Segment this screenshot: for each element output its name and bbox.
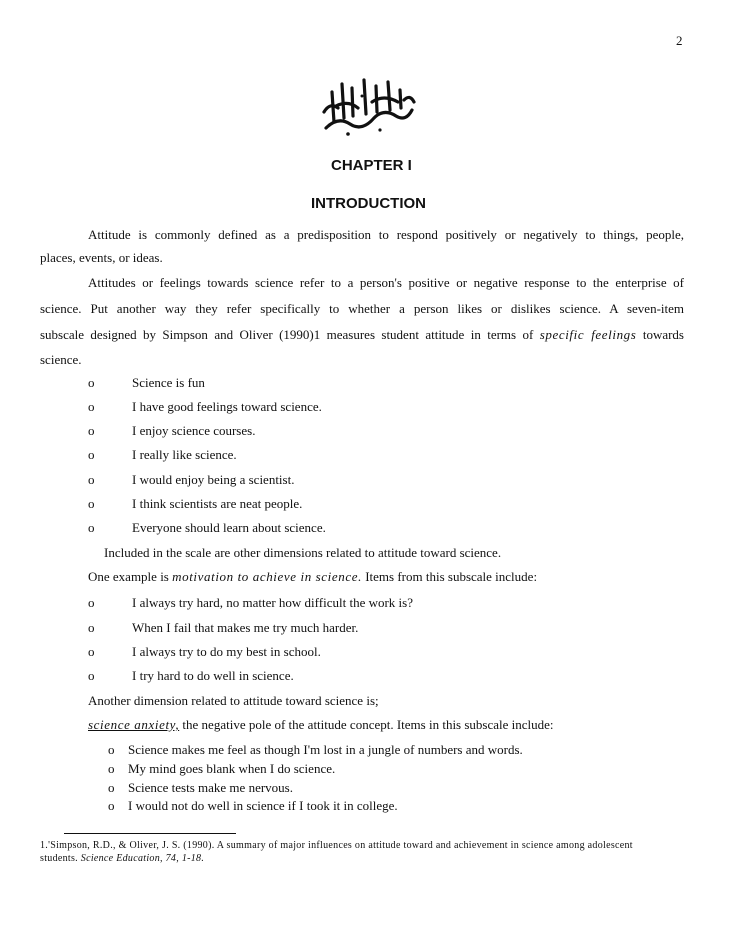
- list-bullet: o: [88, 520, 95, 535]
- motivation-intro: [88, 569, 537, 585]
- list-item: Science makes me feel as though I'm lost in a jungle of numbers and words.: [128, 742, 523, 757]
- anxiety-intro: [88, 717, 554, 733]
- para2-line2: science. Put another way they refer specifically to whether a person likes or dislikes science. A seven-item: [40, 301, 684, 316]
- list-item: My mind goes blank when I do science.: [128, 761, 336, 776]
- chapter-title: CHAPTER I: [331, 157, 412, 174]
- list-bullet: o: [88, 375, 95, 390]
- footnote-text: 1.'Simpson, R.D., & Oliver, J. S. (1990). A summary of major influences on attitude toward and achievement in science among adolescent students.: [40, 840, 633, 864]
- para1-line2: places, events, or ideas.: [40, 250, 163, 265]
- motivation-em: motivation to achieve in science.: [172, 569, 362, 584]
- para2-line3-post: towards: [636, 327, 684, 342]
- list-bullet: o: [88, 644, 95, 659]
- list-item: I really like science.: [132, 447, 237, 462]
- included-text: Included in the scale are other dimensions related to attitude toward science.: [104, 545, 502, 560]
- list-item: I would enjoy being a scientist.: [132, 472, 295, 487]
- list-bullet: o: [88, 496, 95, 511]
- list-item: I enjoy science courses.: [132, 423, 256, 438]
- list-item: Science is fun: [132, 375, 205, 390]
- anxiety-em: science anxiety,: [88, 717, 180, 732]
- list-item: When I fail that makes me try much harder.: [132, 620, 359, 635]
- para2-line3-pre: subscale designed by Simpson and Oliver (1990)1 measures student attitude in terms of: [40, 327, 540, 342]
- list-bullet: o: [108, 780, 115, 795]
- para2-line3: [40, 327, 684, 343]
- para1-line1: Attitude is commonly defined as a predisposition to respond positively or negatively to things, people,: [88, 227, 684, 242]
- motivation-post: Items from this subscale include:: [361, 569, 538, 584]
- para2-line1: Attitudes or feelings towards science refer to a person's positive or negative response to the enterprise of: [88, 275, 684, 290]
- page-number: 2: [676, 33, 683, 48]
- footnote: [40, 839, 670, 865]
- list-bullet: o: [88, 668, 95, 683]
- list-item: I think scientists are neat people.: [132, 496, 303, 511]
- anxiety-post: the negative pole of the attitude concept. Items in this subscale include:: [179, 717, 554, 732]
- list-item: I have good feelings toward science.: [132, 399, 322, 414]
- basmala-calligraphy: [318, 72, 418, 138]
- list-item: Science tests make me nervous.: [128, 780, 293, 795]
- list-bullet: o: [88, 472, 95, 487]
- list-bullet: o: [88, 595, 95, 610]
- list-item: I always try to do my best in school.: [132, 644, 321, 659]
- chapter-subtitle: INTRODUCTION: [311, 195, 426, 212]
- list-bullet: o: [88, 423, 95, 438]
- motivation-pre: One example is: [88, 569, 173, 584]
- another-dimension: Another dimension related to attitude toward science is;: [88, 693, 379, 708]
- list-item: Everyone should learn about science.: [132, 520, 326, 535]
- footnote-divider: [64, 833, 236, 834]
- list-bullet: o: [88, 620, 95, 635]
- list-item: I always try hard, no matter how difficult the work is?: [132, 595, 413, 610]
- list-bullet: o: [88, 447, 95, 462]
- list-item: I try hard to do well in science.: [132, 668, 294, 683]
- list-bullet: o: [88, 399, 95, 414]
- list-bullet: o: [108, 798, 115, 813]
- para2-line4: science.: [40, 352, 82, 367]
- footnote-journal: Science Education, 74, 1-18.: [80, 853, 205, 864]
- list-item: I would not do well in science if I took it in college.: [128, 798, 398, 813]
- list-bullet: o: [108, 742, 115, 757]
- list-bullet: o: [108, 761, 115, 776]
- specific-feelings: specific feelings: [539, 327, 637, 342]
